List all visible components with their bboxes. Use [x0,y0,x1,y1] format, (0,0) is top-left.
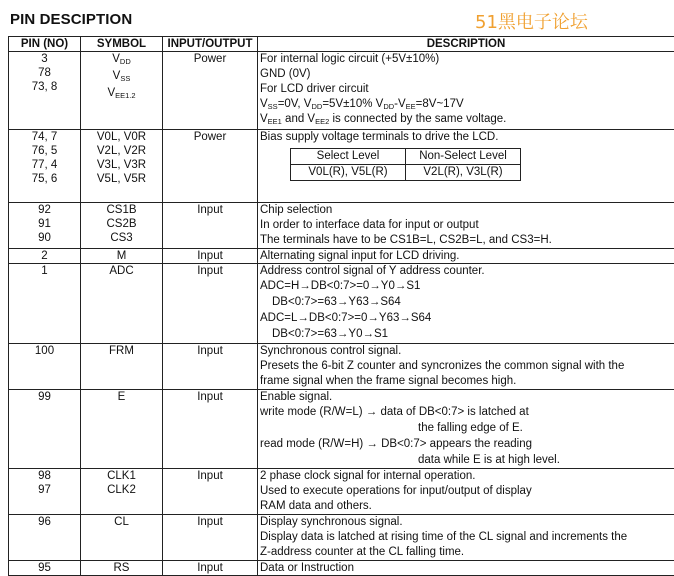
pin-description-table [8,36,674,576]
description-line: Presets the 6-bit Z counter and syncronizes the common signal with the [260,359,672,374]
pin-number: 74, 7 [11,130,78,144]
description-line: GND (0V) [260,67,672,82]
header-description: DESCRIPTION [258,37,674,52]
symbol-cell: E [81,390,163,469]
description-line: RAM data and others. [260,499,672,514]
watermark: 51黑电子论坛 [475,8,588,34]
symbol-cell: RS [81,561,163,576]
table-row [9,515,674,561]
symbol-cell [81,52,163,130]
page-title: PIN DESCIPTION [10,11,132,28]
description-cell [258,130,674,203]
pin-number: 78 [11,66,78,80]
pin-cell [9,203,81,249]
description-cell [258,515,674,561]
symbol: V3L, V3R [83,158,160,172]
description-line: read mode (R/W=H) → DB<0:7> appears the reading [260,437,672,453]
description-cell: Data or Instruction [258,561,674,576]
symbol-cell: ADC [81,264,163,344]
pin-number: 77, 4 [11,158,78,172]
pin-number: 98 [11,469,78,483]
io-cell: Input [163,344,258,390]
header-pin: PIN (NO) [9,37,81,52]
symbol-cell: CL [81,515,163,561]
description-line: Z-address counter at the CL falling time. [260,545,672,560]
description-line: For internal logic circuit (+5V±10%) [260,52,672,67]
table-row [9,469,674,515]
pin-cell: 96 [9,515,81,561]
description-line: write mode (R/W=L) → data of DB<0:7> is latched at [260,405,672,421]
pin-number: 90 [11,231,78,245]
description-line: Used to execute operations for input/output of display [260,484,672,499]
io-cell: Input [163,249,258,264]
description-line: In order to interface data for input or output [260,218,672,233]
description-line: ADC=H→DB<0:7>=0→Y0→S1 [260,279,672,295]
table-row [9,561,674,576]
table-row [9,52,674,130]
symbol: V2L, V2R [83,144,160,158]
level-value-nonselect: V2L(R), V3L(R) [406,165,521,181]
io-cell: Input [163,390,258,469]
pin-cell [9,130,81,203]
level-header-nonselect: Non-Select Level [406,149,521,165]
description-cell [258,390,674,469]
description-cell [258,264,674,344]
symbol: CS1B [83,203,160,217]
pin-number: 92 [11,203,78,217]
symbol: CS3 [83,231,160,245]
description-line: The terminals have to be CS1B=L, CS2B=L, and CS3=H. [260,233,672,248]
pin-cell: 1 [9,264,81,344]
description-cell: Alternating signal input for LCD driving. [258,249,674,264]
header-symbol: SYMBOL [81,37,163,52]
description-line: Synchronous control signal. [260,344,672,359]
symbol: V5L, V5R [83,172,160,186]
symbol: CLK1 [83,469,160,483]
description-cell [258,344,674,390]
table-row [9,130,674,203]
symbol: V0L, V0R [83,130,160,144]
description-line: DB<0:7>=63→Y63→S64 [260,295,672,311]
pin-number: 75, 6 [11,172,78,186]
pin-cell: 2 [9,249,81,264]
description-line: Display data is latched at rising time of the CL signal and increments the [260,530,672,545]
description-line: Address control signal of Y address counter. [260,264,672,279]
pin-number: 3 [11,52,78,66]
table-row [9,264,674,344]
symbol: CLK2 [83,483,160,497]
symbol-cell: FRM [81,344,163,390]
description-cell [258,203,674,249]
description-line: Display synchronous signal. [260,515,672,530]
description-line: Bias supply voltage terminals to drive the LCD. [260,130,672,145]
description-line: frame signal when the frame signal becomes high. [260,374,672,389]
level-header-select: Select Level [291,149,406,165]
io-cell: Input [163,561,258,576]
pin-number: 97 [11,483,78,497]
table-row [9,249,674,264]
table-header-row [9,37,674,52]
symbol-vee: $V_{EE1.2}$ [83,86,160,103]
description-line: $V_{EE1}$ and $V_{EE2}$ is connected by the same voltage. [260,112,672,127]
level-value-select: V0L(R), V5L(R) [291,165,406,181]
description-line: DB<0:7>=63→Y0→S1 [260,327,672,343]
symbol-cell [81,130,163,203]
description-line: Chip selection [260,203,672,218]
description-line: ADC=L→DB<0:7>=0→Y63→S64 [260,311,672,327]
description-cell [258,52,674,130]
table-row [9,390,674,469]
description-line: For LCD driver circuit [260,82,672,97]
pin-cell [9,469,81,515]
io-cell: Power [163,130,258,203]
pin-number: 91 [11,217,78,231]
io-cell: Input [163,264,258,344]
symbol: CS2B [83,217,160,231]
pin-cell: 99 [9,390,81,469]
table-row [9,203,674,249]
symbol-cell: M [81,249,163,264]
io-cell: Power [163,52,258,130]
pin-cell: 100 [9,344,81,390]
header-io: INPUT/OUTPUT [163,37,258,52]
io-cell: Input [163,203,258,249]
pin-cell: 95 [9,561,81,576]
pin-number: 73, 8 [11,80,78,94]
description-line: data while E is at high level. [260,453,672,468]
description-line: 2 phase clock signal for internal operation. [260,469,672,484]
symbol-cell [81,469,163,515]
symbol-cell [81,203,163,249]
description-cell [258,469,674,515]
pin-number: 76, 5 [11,144,78,158]
symbol-vdd: $V_{DD}$ [83,52,160,69]
description-line: $V_{SS}=0V$, $V_{DD}=5V\pm 10\%$ $V_{DD}-V_{EE}=8V\sim 17V$ [260,97,672,112]
description-line: the falling edge of E. [260,421,672,437]
io-cell: Input [163,515,258,561]
pin-cell [9,52,81,130]
symbol-vss: $V_{SS}$ [83,69,160,86]
description-line: Enable signal. [260,390,672,405]
table-row [9,344,674,390]
io-cell: Input [163,469,258,515]
level-table [290,148,521,181]
